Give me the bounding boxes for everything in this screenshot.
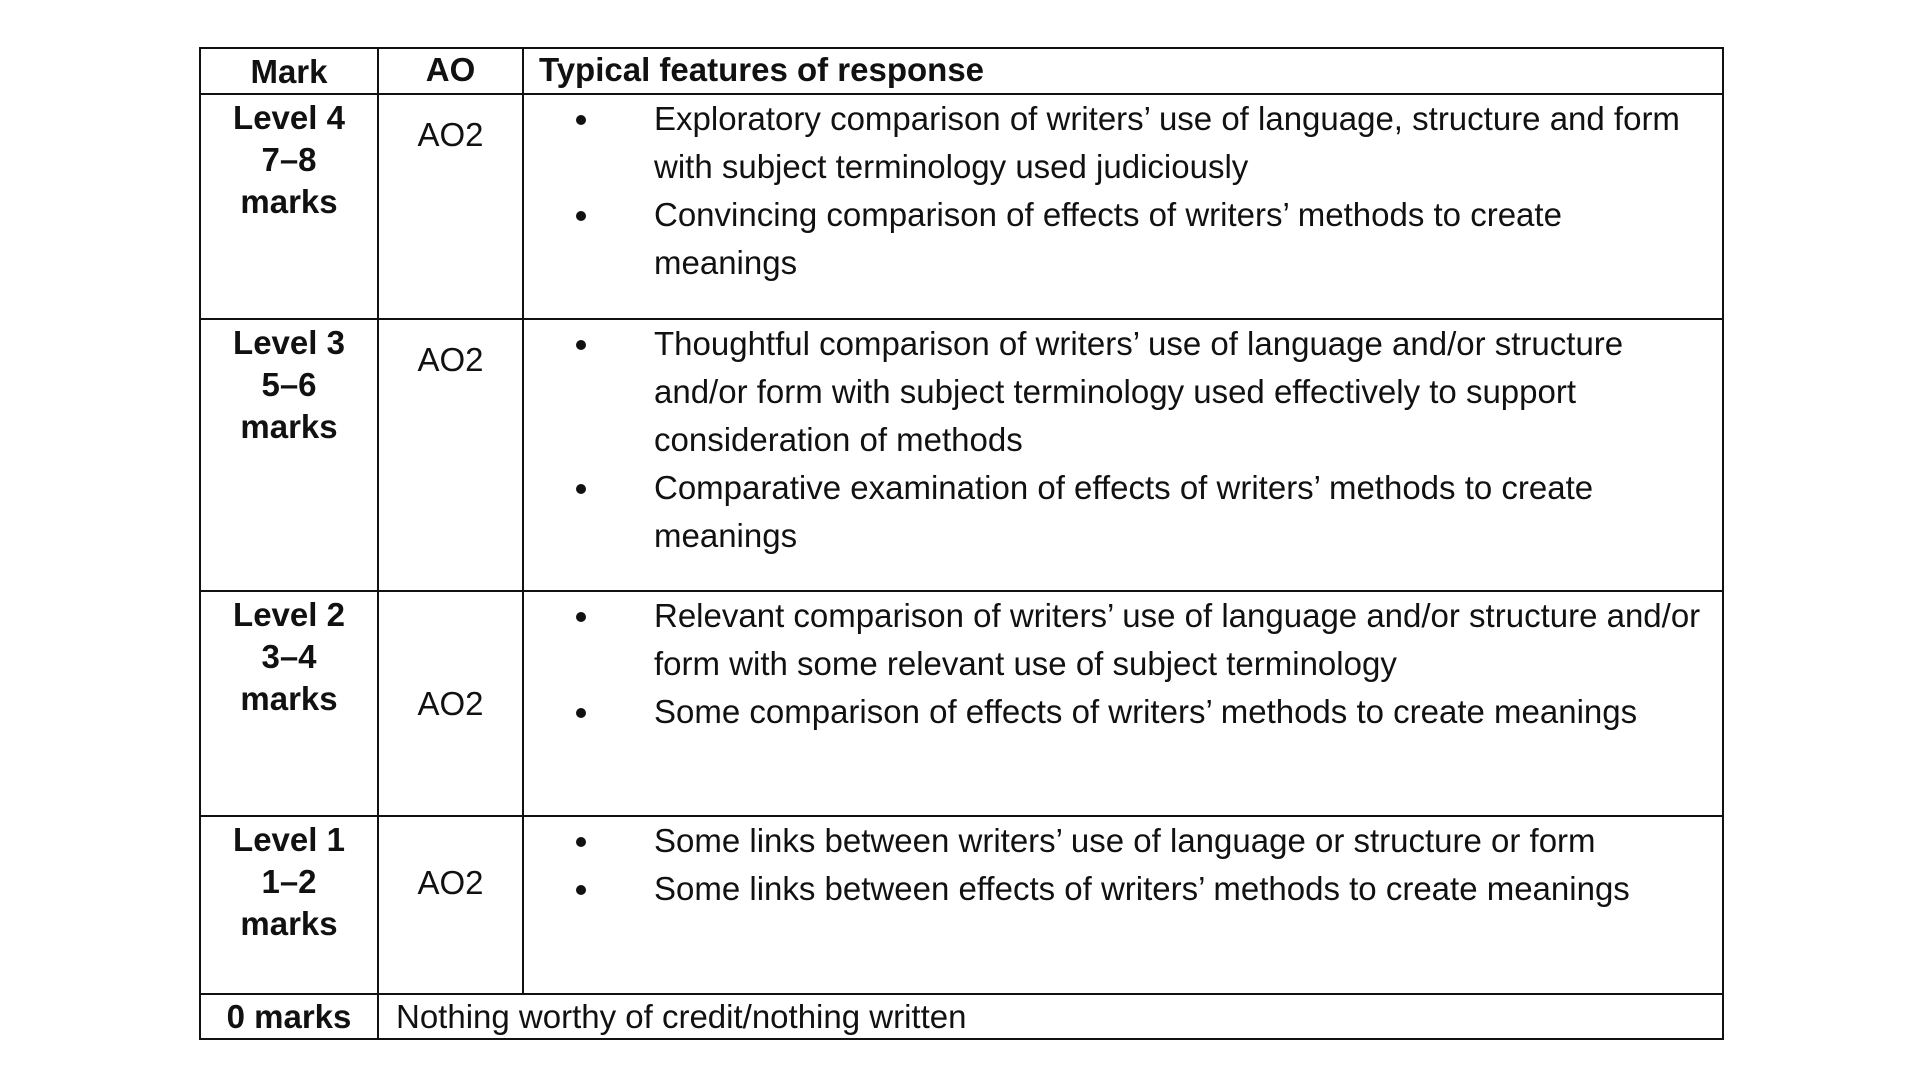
header-ao: AO	[378, 48, 523, 94]
level-label: Level 4	[233, 99, 345, 136]
ao-cell: AO2	[378, 94, 523, 319]
ao-cell: AO2	[378, 319, 523, 591]
ao-cell: AO2	[378, 591, 523, 816]
table-row-zero	[200, 994, 1723, 1039]
mark-cell	[200, 319, 378, 591]
list-item: Exploratory comparison of writers’ use of language, structure and form with subject terminology used judiciously	[654, 95, 1704, 191]
header-row	[200, 48, 1723, 94]
zero-mark-cell: 0 marks	[200, 994, 378, 1039]
level-label: Level 1	[233, 821, 345, 858]
list-item: Convincing comparison of effects of writers’ methods to create meanings	[654, 191, 1704, 287]
mark-cell	[200, 591, 378, 816]
mark-range: 1–2	[261, 863, 317, 900]
features-cell	[523, 94, 1723, 319]
table-row	[200, 94, 1723, 319]
list-item: Some links between effects of writers’ methods to create meanings	[654, 865, 1704, 913]
mark-cell	[200, 94, 378, 319]
list-item: Some links between writers’ use of language or structure or form	[654, 817, 1704, 865]
mark-range: 7–8	[261, 141, 317, 178]
table-row	[200, 816, 1723, 994]
marks-unit: marks	[240, 680, 338, 717]
features-cell	[523, 591, 1723, 816]
features-cell	[523, 816, 1723, 994]
level-label: Level 2	[233, 596, 345, 633]
list-item: Relevant comparison of writers’ use of language and/or structure and/or form with some relevant use of subject terminology	[654, 592, 1704, 688]
mark-cell	[200, 816, 378, 994]
features-cell	[523, 319, 1723, 591]
mark-range: 3–4	[261, 638, 317, 675]
table-row	[200, 591, 1723, 816]
mark-scheme-table	[199, 47, 1724, 1040]
level-label: Level 3	[233, 324, 345, 361]
mark-range: 5–6	[261, 366, 317, 403]
zero-description: Nothing worthy of credit/nothing written	[378, 994, 1723, 1039]
table-row	[200, 319, 1723, 591]
header-mark: Mark	[200, 48, 378, 94]
ao-cell: AO2	[378, 816, 523, 994]
marks-unit: marks	[240, 408, 338, 445]
list-item: Thoughtful comparison of writers’ use of language and/or structure and/or form with subject terminology used effectively to support consideration of methods	[654, 320, 1704, 464]
header-features: Typical features of response	[523, 48, 1723, 94]
list-item: Comparative examination of effects of writers’ methods to create meanings	[654, 464, 1704, 560]
marks-unit: marks	[240, 905, 338, 942]
marks-unit: marks	[240, 183, 338, 220]
list-item: Some comparison of effects of writers’ methods to create meanings	[654, 688, 1704, 736]
